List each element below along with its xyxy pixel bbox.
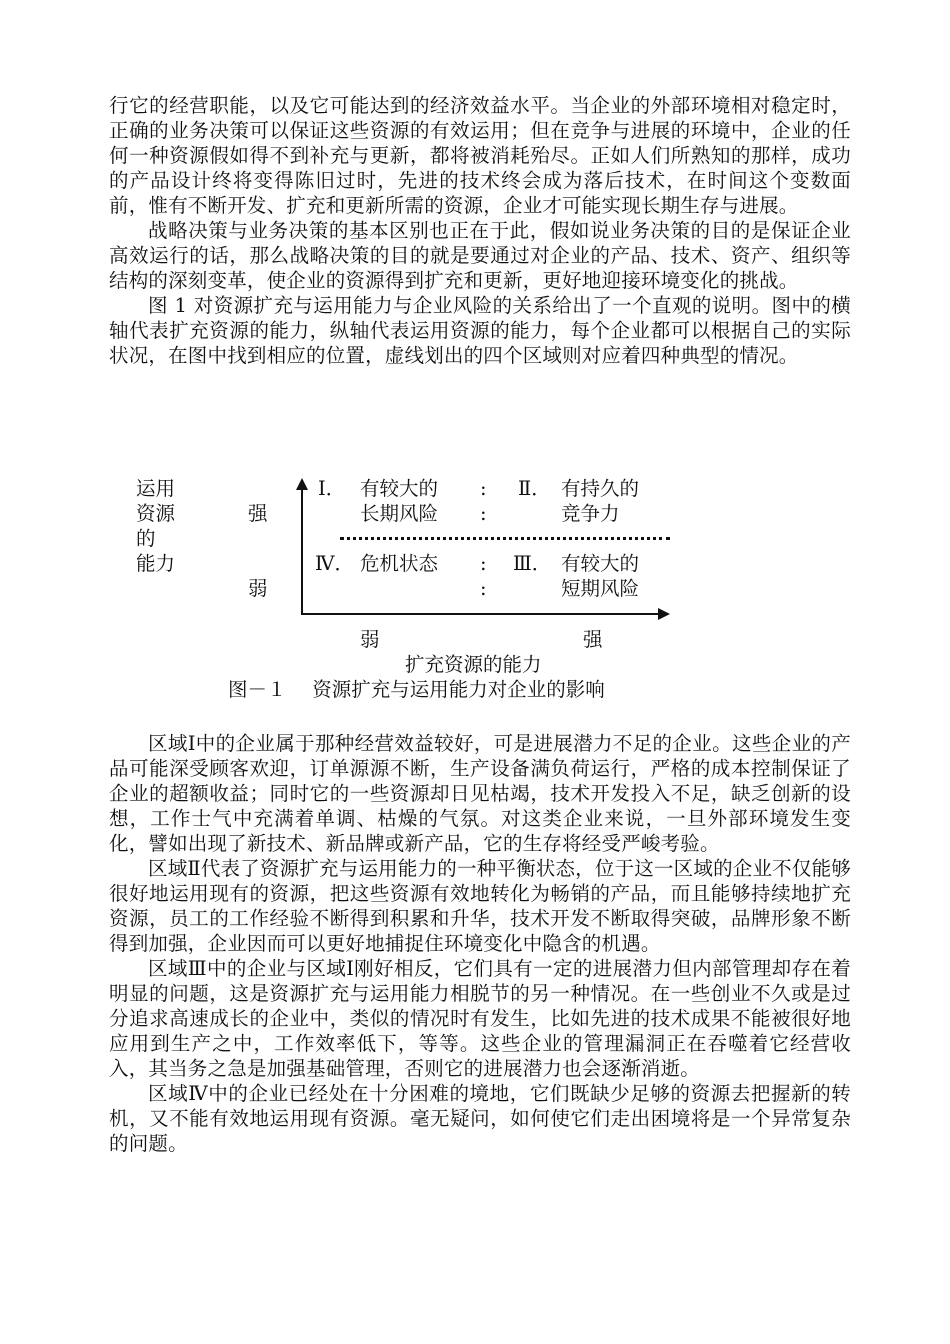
quadrant-4-numeral: Ⅳ． xyxy=(315,552,354,575)
y-axis-label-line: 资源 xyxy=(136,502,176,525)
paragraph: 战略决策与业务决策的基本区别也正在于此，假如说业务决策的目的是保证企业高效运行的话，那么战略决策的目的就是要通过对企业的产品、技术、资产、组织等结构的深刻变革，使企业的资源得到扩充和更新，更好地迎接环境变化的挑战。 xyxy=(109,219,851,292)
y-axis-weak: 弱 xyxy=(248,577,268,600)
quadrant-1-numeral: Ⅰ． xyxy=(318,477,346,500)
y-axis-strong: 强 xyxy=(248,502,268,525)
quadrant-1-line1: 有较大的 xyxy=(360,477,439,500)
quadrant-2-line1: 有持久的 xyxy=(561,477,640,500)
y-axis-label-line: 的 xyxy=(136,527,156,550)
vertical-dotted-divider: : xyxy=(480,552,487,575)
vertical-dotted-divider: : xyxy=(480,502,487,525)
y-axis-label-line: 能力 xyxy=(136,552,176,575)
y-axis-line xyxy=(301,490,303,615)
text-block-bottom xyxy=(109,731,851,1156)
paragraph: 区域Ⅱ代表了资源扩充与运用能力的一种平衡状态，位于这一区域的企业不仅能够很好地运用现有的资源，把这些资源有效地转化为畅销的产品，而且能够持续地扩充资源，员工的工作经验不断得到积累和升华，技术开发不断取得突破，品牌形象不断得到加强，企业因而可以更好地捕捉住环境变化中隐含的机遇。 xyxy=(109,857,851,955)
quadrant-4-line1: 危机状态 xyxy=(360,552,439,575)
x-axis-strong: 强 xyxy=(583,628,603,651)
quadrant-2-numeral: Ⅱ． xyxy=(518,477,551,500)
x-axis-weak: 弱 xyxy=(360,628,380,651)
x-axis-line xyxy=(301,613,661,615)
paragraph: 区域Ⅳ中的企业已经处在十分困难的境地，它们既缺少足够的资源去把握新的转机，又不能有效地运用现有资源。毫无疑问，如何使它们走出困境将是一个异常复杂的问题。 xyxy=(109,1082,851,1155)
x-axis-label: 扩充资源的能力 xyxy=(405,653,542,676)
paragraph: 区域Ⅰ中的企业属于那种经营效益较好，可是进展潜力不足的企业。这些企业的产品可能深受顾客欢迎，订单源源不断，生产设备满负荷运行，严格的成本控制保证了企业的超额收益；同时它的一些资源却日见枯竭，技术开发投入不足，缺乏创新的设想，工作士气中充满着单调、枯燥的气氛。对这类企业来说，一旦外部环境发生变化，譬如出现了新技术、新品牌或新产品，它的生存将经受严峻考验。 xyxy=(109,732,851,855)
text-block-top xyxy=(109,93,851,368)
horizontal-dotted-divider xyxy=(340,537,670,540)
vertical-dotted-divider: : xyxy=(480,477,487,500)
paragraph: 图 1 对资源扩充与运用能力与企业风险的关系给出了一个直观的说明。图中的横轴代表扩充资源的能力，纵轴代表运用资源的能力，每个企业都可以根据自己的实际状况，在图中找到相应的位置，虚线划出的四个区域则对应着四种典型的情况。 xyxy=(109,294,851,367)
quadrant-1-line2: 长期风险 xyxy=(360,502,439,525)
paragraph: 行它的经营职能，以及它可能达到的经济效益水平。当企业的外部环境相对稳定时，正确的业务决策可以保证这些资源的有效运用；但在竞争与进展的环境中，企业的任何一种资源假如得不到补充与更新，都将被消耗殆尽。正如人们所熟知的那样，成功的产品设计终将变得陈旧过时，先进的技术终会成为落后技术，在时间这个变数面前，惟有不断开发、扩充和更新所需的资源，企业才可能实现长期生存与进展。 xyxy=(109,94,851,217)
quadrant-3-numeral: Ⅲ． xyxy=(513,552,552,575)
paragraph: 区域Ⅲ中的企业与区域Ⅰ刚好相反，它们具有一定的进展潜力但内部管理却存在着明显的问题，这是资源扩充与运用能力相脱节的另一种情况。在一些创业不久或是过分追求高速成长的企业中，类似的情况时有发生，比如先进的技术成果不能被很好地应用到生产之中，工作效率低下，等等。这些企业的管理漏洞正在吞噬着它经营收入，其当务之急是加强基础管理，否则它的进展潜力也会逐渐消逝。 xyxy=(109,957,851,1080)
figure-caption: 图－１ 资源扩充与运用能力对企业的影响 xyxy=(228,678,605,701)
vertical-dotted-divider: : xyxy=(480,577,487,600)
quadrant-3-line2: 短期风险 xyxy=(561,577,640,600)
y-axis-arrow-icon xyxy=(296,478,308,490)
y-axis-label-line: 运用 xyxy=(136,477,176,500)
quadrant-3-line1: 有较大的 xyxy=(561,552,640,575)
x-axis-arrow-icon xyxy=(658,608,670,620)
quadrant-2-line2: 竞争力 xyxy=(561,502,620,525)
